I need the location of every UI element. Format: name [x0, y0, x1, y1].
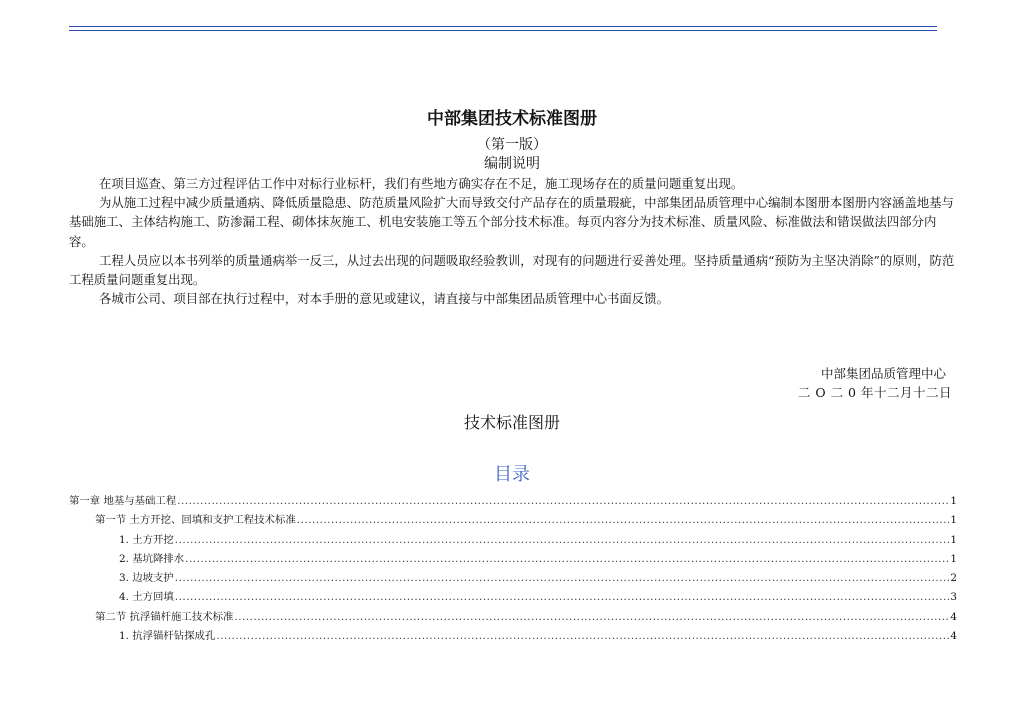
- document-title: 中部集团技术标准图册: [427, 109, 597, 129]
- toc-entry[interactable]: [69, 569, 957, 588]
- toc-entry-label: 4. 土方回填: [119, 591, 174, 604]
- toc-entry[interactable]: [69, 608, 957, 627]
- toc-leader-dots: [175, 588, 950, 607]
- toc-leader-dots: [175, 531, 950, 550]
- toc-heading: 目录: [494, 464, 530, 485]
- section-title: 技术标准图册: [463, 413, 560, 432]
- toc-entry-page: 4: [950, 630, 957, 643]
- edition-label: （第一版）: [477, 137, 547, 153]
- toc-leader-dots: [177, 492, 949, 511]
- toc-entry-page: 1: [950, 495, 957, 507]
- paragraph: 在项目巡查、第三方过程评估工作中对标行业标杆，我们有些地方确实存在不足，施工现场存在的质量问题重复出现。: [99, 176, 744, 191]
- toc-leader-dots: [297, 511, 950, 530]
- toc-entry-page: 2: [950, 572, 957, 585]
- toc-entry-label: 第一节 土方开挖、回填和支护工程技术标准: [95, 514, 296, 527]
- signature-org: 中部集团品质管理中心: [820, 366, 946, 381]
- paragraph: 工程人员应以本书列举的质量通病举一反三，从过去出现的问题吸取经验教训，对现有的问题进行妥善处理。坚持质量通病“预防为主坚决消除”的原则，防范工程质量问题重复出现。: [69, 252, 955, 288]
- header-rule-bottom: [69, 30, 937, 31]
- notes-body: [69, 174, 959, 308]
- toc-entry-label: 第一章 地基与基础工程: [69, 495, 177, 507]
- signature-date: 二 O 二 0 年十二月十二日: [797, 385, 952, 400]
- header-rule-top: [69, 26, 937, 27]
- toc-entry-label: 2. 基坑降排水: [119, 552, 185, 565]
- toc-entry[interactable]: [69, 627, 957, 646]
- notes-heading: 编制说明: [484, 156, 540, 172]
- toc-entry-label: 1. 土方开挖: [119, 533, 174, 546]
- toc-entry-page: 1: [950, 533, 957, 546]
- toc-entry-page: 1: [950, 514, 957, 527]
- toc-entry-label: 1. 抗浮锚杆钻探成孔: [119, 630, 216, 643]
- paragraph: 各城市公司、项目部在执行过程中，对本手册的意见或建议，请直接与中部集团品质管理中心书面反馈。: [99, 291, 669, 307]
- toc-leader-dots: [175, 569, 950, 588]
- toc-entry[interactable]: [69, 531, 957, 550]
- toc-entry[interactable]: [69, 550, 957, 569]
- paragraph: 为从施工过程中减少质量通病、降低质量隐患、防范质量风险扩大而导致交付产品存在的质量瑕疵，中部集团品质管理中心编制本图册本图册内容涵盖地基与基础施工、主体结构施工、防渗漏工程、砌体抹灰施工、机电安装施工等五个部分技术标准。每页内容分为技术标准、质量风险、标准做法和错误做法四部分内容。: [69, 195, 954, 249]
- toc-entry-page: 4: [950, 610, 957, 623]
- toc-leader-dots: [216, 627, 949, 646]
- toc-entry[interactable]: [69, 492, 957, 511]
- table-of-contents: [69, 492, 957, 646]
- toc-entry[interactable]: [69, 511, 957, 530]
- toc-entry-label: 3. 边坡支护: [119, 572, 174, 585]
- toc-entry-label: 第二节 抗浮锚杆施工技术标准: [95, 610, 234, 623]
- toc-leader-dots: [234, 608, 949, 627]
- toc-entry[interactable]: [69, 588, 957, 607]
- toc-entry-page: 3: [950, 591, 957, 604]
- toc-entry-page: 1: [950, 552, 957, 565]
- toc-leader-dots: [185, 550, 949, 569]
